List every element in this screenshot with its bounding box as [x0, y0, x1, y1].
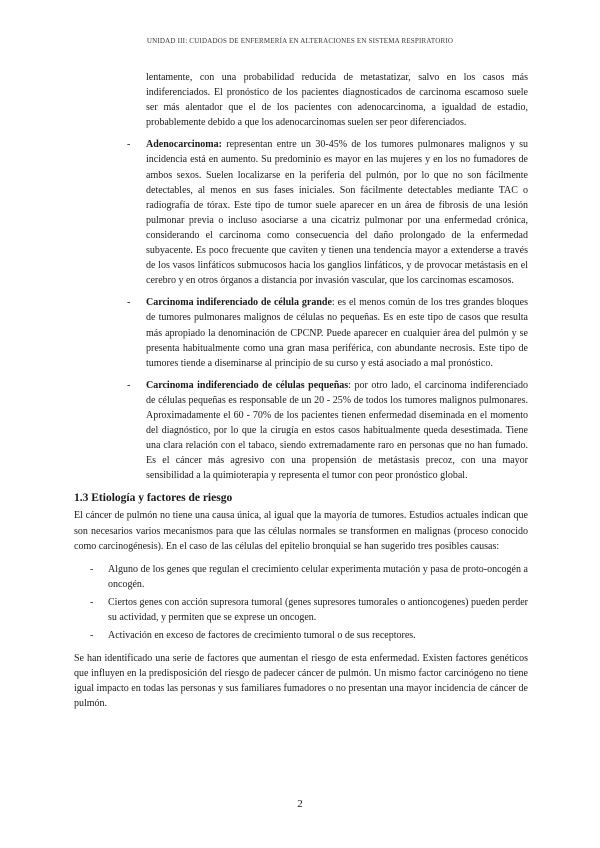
bullet-dash: -	[127, 139, 131, 151]
list-item-adenocarcinoma	[74, 137, 528, 288]
continuation-paragraph: lentamente, con una probabilidad reducida de metastatizar, salvo en los casos más indiferenciados. El pronóstico de los pacientes diagnosticados de carcinoma escamoso suele ser más alentador que el de los pacientes con adenocarcinoma, a igualdad de estadio, probablemente debido a que los adenocarcinomas suelen ser peor diferenciados.	[146, 72, 528, 129]
page-number: 2	[297, 798, 303, 810]
term-adenocarcinoma: Adenocarcinoma:	[146, 139, 222, 151]
bullet-dash: -	[90, 563, 94, 575]
bullet-dash: -	[127, 297, 131, 309]
section-intro: El cáncer de pulmón no tiene una causa única, al igual que la mayoría de tumores. Estudios actuales indican que son necesarios varios mecanismos para que las células normales se transformen en malignas (proceso conocido como carcinogénesis). En el caso de las células del epitelio bronquial se han sugerido tres posibles causas:	[74, 510, 528, 552]
list-item	[74, 595, 528, 625]
description-adenocarcinoma: representan entre un 30-45% de los tumores pulmonares malignos y su incidencia está en aumento. Su predominio es mayor en las mujeres y en los no fumadores de ambos sexos. Suelen localizarse en la periferia del pulmón, por lo que no son fácilmente detectables, al menos en sus fases iniciales. Son fácilmente detectables mediante TAC o radiografía de tórax. Este tipo de tumor suele aparecer en un área de fibrosis de una lesión pulmonar previa o incluso asociarse a una cicatriz pulmonar por una enfermedad crónica, considerando el carcinoma como consecuencia del daño prolongado de la enfermedad subyacente. Es poco frecuente que caviten y tienen una tendencia mayor a extenderse a través de los vasos linfáticos submucosos hacia los ganglios linfáticos, y de provocar metástasis en el cerebro y en otros órganos a distancia por invasión vascular, que los carcinomas escamosos.	[146, 139, 528, 287]
closing-paragraph: Se han identificado una serie de factores que aumentan el riesgo de esta enfermedad. Existen factores genéticos que influyen en la predisposición del riesgo de padecer cáncer de pulmón. Un mismo factor carcinógeno no tiene igual impacto en todas las personas y sus familiares fumadores o no presentan una mayor incidencia de cáncer de pulmón.	[74, 653, 528, 710]
list-item	[74, 628, 528, 643]
running-header: UNIDAD III: CUIDADOS DE ENFERMERÍA EN ALTERACIONES EN SISTEMA RESPIRATORIO	[146, 37, 454, 45]
list-item-large-cell	[74, 295, 528, 370]
description-large-cell: : es el menos común de los tres grandes bloques de tumores pulmonares malignos de células no pequeñas. Es en este tipo de casos que resulta más apropiado la denominación de CPCNP. Puede aparecer en cualquier área del pulmón y se presenta habitualmente como una gran masa periférica, con abundante necrosis. Este tipo de tumores tiende a diseminarse al principio de su curso y está asociado a mal pronóstico.	[146, 297, 528, 369]
section-heading: 1.3 Etiología y factores de riesgo	[74, 492, 233, 505]
term-large-cell: Carcinoma indiferenciado de célula grande	[146, 297, 332, 309]
list-item	[74, 562, 528, 592]
bullet-dash: -	[90, 596, 94, 608]
cause-text: Alguno de los genes que regulan el crecimiento celular experimenta mutación y pasa de proto-oncogén a oncogén.	[108, 563, 528, 590]
description-small-cell: : por otro lado, el carcinoma indiferenciado de células pequeñas es responsable de un 20 - 25% de todos los tumores malignos pulmonares. Aproximadamente el 60 - 70% de los pacientes tienen enfermedad diseminada en el momento del diagnóstico, por lo que la cirugía en estos casos habitualmente queda desestimada. Tiene una clara relación con el tabaco, siendo extremadamente raro en personas que no han fumado. Es el cáncer más agresivo con una propensión de metástasis precoz, con una mayor sensibilidad a la quimioterapia y representa el tumor con peor pronóstico global.	[146, 379, 528, 482]
cause-text: Ciertos genes con acción supresora tumoral (genes supresores tumorales o antioncogenes) pueden perder su actividad, y permiten que se exprese un oncogen.	[108, 596, 528, 623]
document-body	[74, 70, 528, 712]
term-small-cell: Carcinoma indiferenciado de células pequeñas	[146, 379, 349, 391]
bullet-dash: -	[90, 630, 94, 642]
list-item-small-cell	[74, 378, 528, 484]
cause-text: Activación en exceso de factores de crecimiento tumoral o de sus receptores.	[108, 630, 416, 642]
causes-list	[74, 562, 528, 643]
bullet-dash: -	[127, 379, 131, 391]
